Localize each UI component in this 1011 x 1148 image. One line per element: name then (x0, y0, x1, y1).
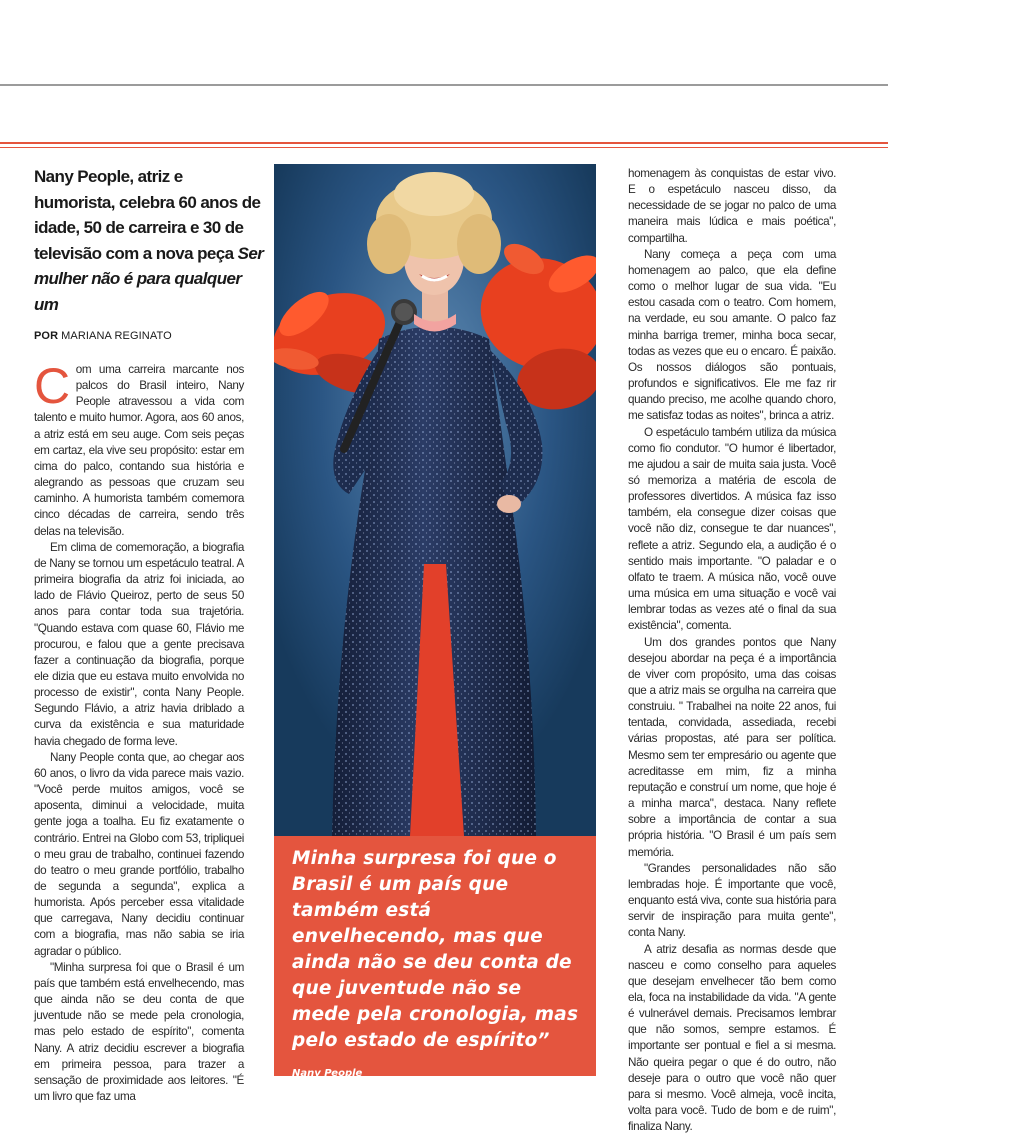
body-column-left (34, 358, 244, 1105)
accent-rule (0, 142, 888, 144)
pull-quote-box (274, 836, 596, 1079)
play-title: Ser mulher não é para qualquer um (34, 243, 264, 314)
dek-text: Nany People, atriz e humorista, celebra 60 anos de idade, 50 de carreira e 30 de televisão com a nova peça (34, 167, 261, 263)
top-rule (0, 84, 888, 86)
body-paragraph: Nany People conta que, ao chegar aos 60 anos, o livro da vida parece mais vazio. "Você perde muitos amigos, você se aposenta, diminui a velocidade, muita gente joga a toalha. Eu fiz exatamente o contrário. Entrei na Globo com 53, tripliquei o meu grau de trabalho, continuei fazendo do teatro o meu grande portfólio, trabalho de segunda a segunda", explica a humorista. Após perceber essa vitalidade que carregava, Nany decidiu continuar com a biografia, mas não sabia se iria agradar o público. (34, 750, 244, 958)
drop-cap: C (34, 358, 70, 414)
body-paragraph: Nany começa a peça com uma homenagem ao palco, que ela define como o melhor lugar de sua vida. "Eu estou casada com o teatro. Com homem, na verdade, eu sou amante. O palco faz minha barriga tremer, minha boca secar, todas as vezes que eu o encaro. É paixão. Os nossos diálogos são pontuais, profundos e significativos. Ele me faz rir quando preciso, me acolhe quando choro, me satisfaz todas as noites", brinca a atriz. (628, 247, 836, 423)
performer-photo (274, 164, 596, 836)
body-paragraph: homenagem às conquistas de estar vivo. E o espetáculo nasceu disso, da necessidade de se jogar no palco de uma maneira mais lúdica e mais poética", compartilha. (628, 167, 836, 245)
body-column-right (628, 166, 836, 1135)
accent-rule-thin (0, 147, 888, 148)
pull-quote: Minha surpresa foi que o Brasil é um país que também está envelhecendo, mas que ainda não se deu conta de que juventude não se mede pela cronologia, mas pelo estado de espírito” (292, 848, 579, 1051)
body-paragraph: Em clima de comemoração, a biografia de Nany se tornou um espetáculo teatral. A primeira biografia da atriz foi iniciada, ao lado de Flávio Queiroz, perto de seus 50 anos para contar toda sua trajetória. "Quando estava com quase 60, Flávio me procurou, e falou que a gente precisava fazer a continuação da biografia, porque ele dizia que eu estava muito envolvida no processo de existir", conta Nany People. Segundo Flávio, a atriz havia driblado a curva da existência e sua maturidade havia chegado de forma leve. (34, 540, 244, 748)
byline (34, 330, 172, 342)
body-paragraph: A atriz desafia as normas desde que nasceu e como conselho para aqueles que desejam envelhecer tão bem como ela, foca na instabilidade da vida. "A gente é vulnerável demais. Precisamos lembrar que não somos, sempre estamos. É importante ser pontual e fiel a si mesma. Não queira pegar o que é do outro, não deseje para o outro que você não quer para si mesmo. Você almeja, você incita, volta para você. Tudo de bom e de ruim", finaliza Nany. (628, 942, 836, 1134)
body-paragraph: O espetáculo também utiliza da música como fio condutor. "O humor é libertador, me ajudou a sair de muita saia justa. Você só memoriza a matéria de escola de professores divertidos. A música faz isso também, ela consegue dizer coisas que você não diz, consegue te dar nuances", reflete a atriz. Segundo ela, a audição é o sentido mais importante. "O paladar e o olfato te traem. A música não, você ouve uma música em uma situação e você vai lembrar todas as vezes até o final da sua existência", comenta. (628, 425, 836, 633)
pull-quote-attribution: Nany People (292, 1068, 363, 1079)
performer-illustration (274, 164, 596, 836)
byline-prefix: POR (34, 330, 59, 342)
byline-author: MARIANA REGINATO (61, 330, 172, 342)
body-paragraph: "Minha surpresa foi que o Brasil é um país que também está envelhecendo, mas que ainda não se deu conta de que juventude não se mede pela cronologia, mas pelo estado de espírito", comenta Nany. A atriz decidiu escrever a biografia em primeira pessoa, para trazer a sensação de proximidade aos leitores. "É um livro que faz uma (34, 960, 244, 1104)
body-paragraph: "Grandes personalidades não são lembradas hoje. É importante que você, enquanto está viva, conte sua história para servir de inspiração para muita gente", conta Nany. (628, 861, 836, 940)
body-paragraph: Um dos grandes pontos que Nany desejou abordar na peça é a importância de viver com propósito, uma das coisas que a atriz mais se orgulha na carreira que construiu. " Trabalhei na noite 22 anos, fui tentada, convidada, assediada, recebi várias propostas, até para ser política. Mesmo sem ter empresário ou agente que acreditasse em mim, fiz a minha reputação e construí um nome, que hoje é a minha marca", destaca. Nany reflete sobre a importância de contar a sua própria história. "O Brasil é um país sem memória. (628, 635, 836, 859)
article-dek (34, 164, 264, 317)
body-paragraph (34, 358, 244, 540)
paragraph-text: om uma carreira marcante nos palcos do Brasil inteiro, Nany People atravessou a vida com talento e muito humor. Agora, aos 60 anos, a atriz está em seu auge. Com seis peças em cartaz, ela vive seu propósito: estar em cima do palco, contando sua história e alegrando as pessoas que cruzam seu caminho. A humorista também comemora cinco décadas de carreira, sendo três delas na televisão. (34, 363, 244, 538)
